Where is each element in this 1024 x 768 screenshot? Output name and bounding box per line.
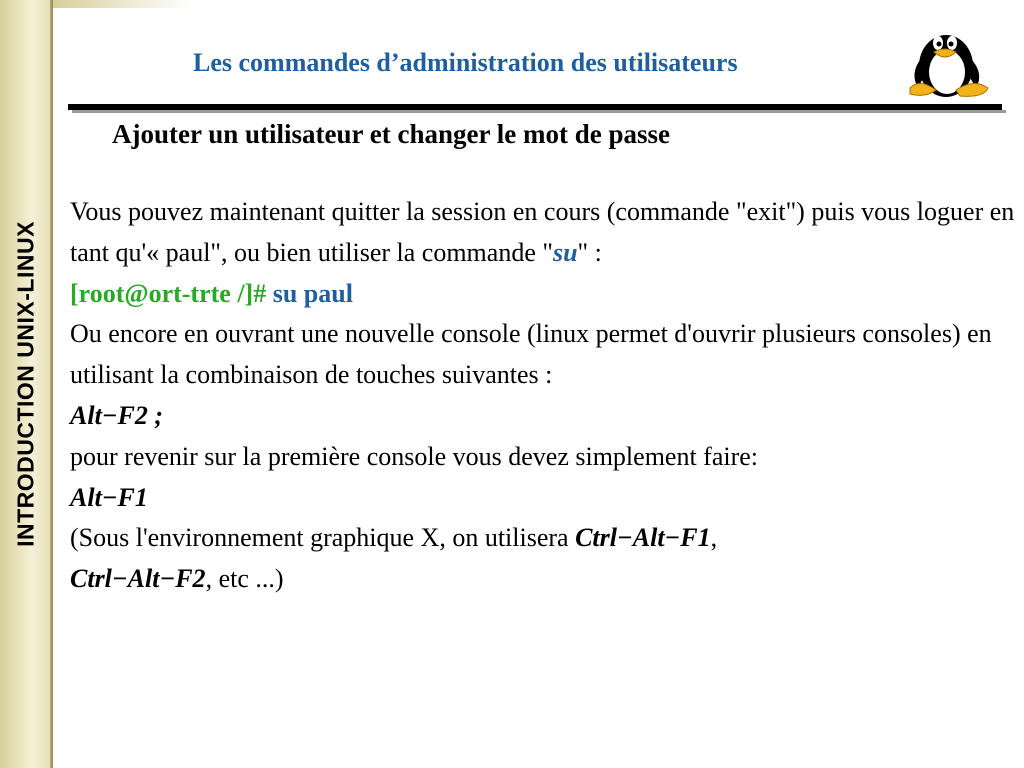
slide-body — [70, 192, 1020, 600]
intro-paragraph — [70, 192, 1020, 274]
title-rule-shadow — [72, 110, 1006, 113]
shell-command: su paul — [272, 278, 353, 308]
intro-text: Vous pouvez maintenant quitter la session en cours (commande "exit") puis vous loguer en tant qu'« paul", ou bien utiliser la commande " — [70, 197, 1015, 267]
slide-title: Les commandes d’administration des utilisateurs — [193, 48, 738, 77]
graphical-text: (Sous l'environnement graphique X, on utilisera — [70, 523, 576, 553]
sidebar-label: INTRODUCTION UNIX-LINUX — [12, 221, 39, 547]
su-command: su — [552, 237, 578, 267]
section-subtitle: Ajouter un utilisateur et changer le mot de passe — [112, 119, 670, 149]
title-divider — [68, 104, 1002, 110]
graphical-text-end: , etc ...) — [205, 564, 284, 594]
shell-prompt: [root@ort-trte /]# — [70, 278, 267, 308]
sidebar — [0, 0, 53, 768]
intro-text-end: " : — [577, 237, 602, 267]
graphical-shortcut-2: Ctrl−Alt−F2 — [70, 564, 206, 594]
shortcut-new-console: Alt−F2 ; — [70, 400, 164, 430]
command-line — [70, 274, 1020, 315]
console-paragraph: Ou encore en ouvrant une nouvelle console (linux permet d'ouvrir plusieurs consoles) en utilisant la combinaison de touches suivantes : — [70, 319, 992, 390]
graphical-paragraph — [70, 518, 1020, 600]
corner-decoration — [53, 0, 193, 8]
graphical-separator: , — [710, 523, 718, 553]
shortcut-first-console: Alt−F1 — [70, 482, 148, 512]
return-paragraph: pour revenir sur la première console vous devez simplement faire: — [70, 441, 759, 471]
tux-penguin-icon — [896, 16, 1004, 100]
graphical-shortcut-1: Ctrl−Alt−F1 — [575, 523, 711, 553]
sidebar-edge — [50, 0, 53, 768]
